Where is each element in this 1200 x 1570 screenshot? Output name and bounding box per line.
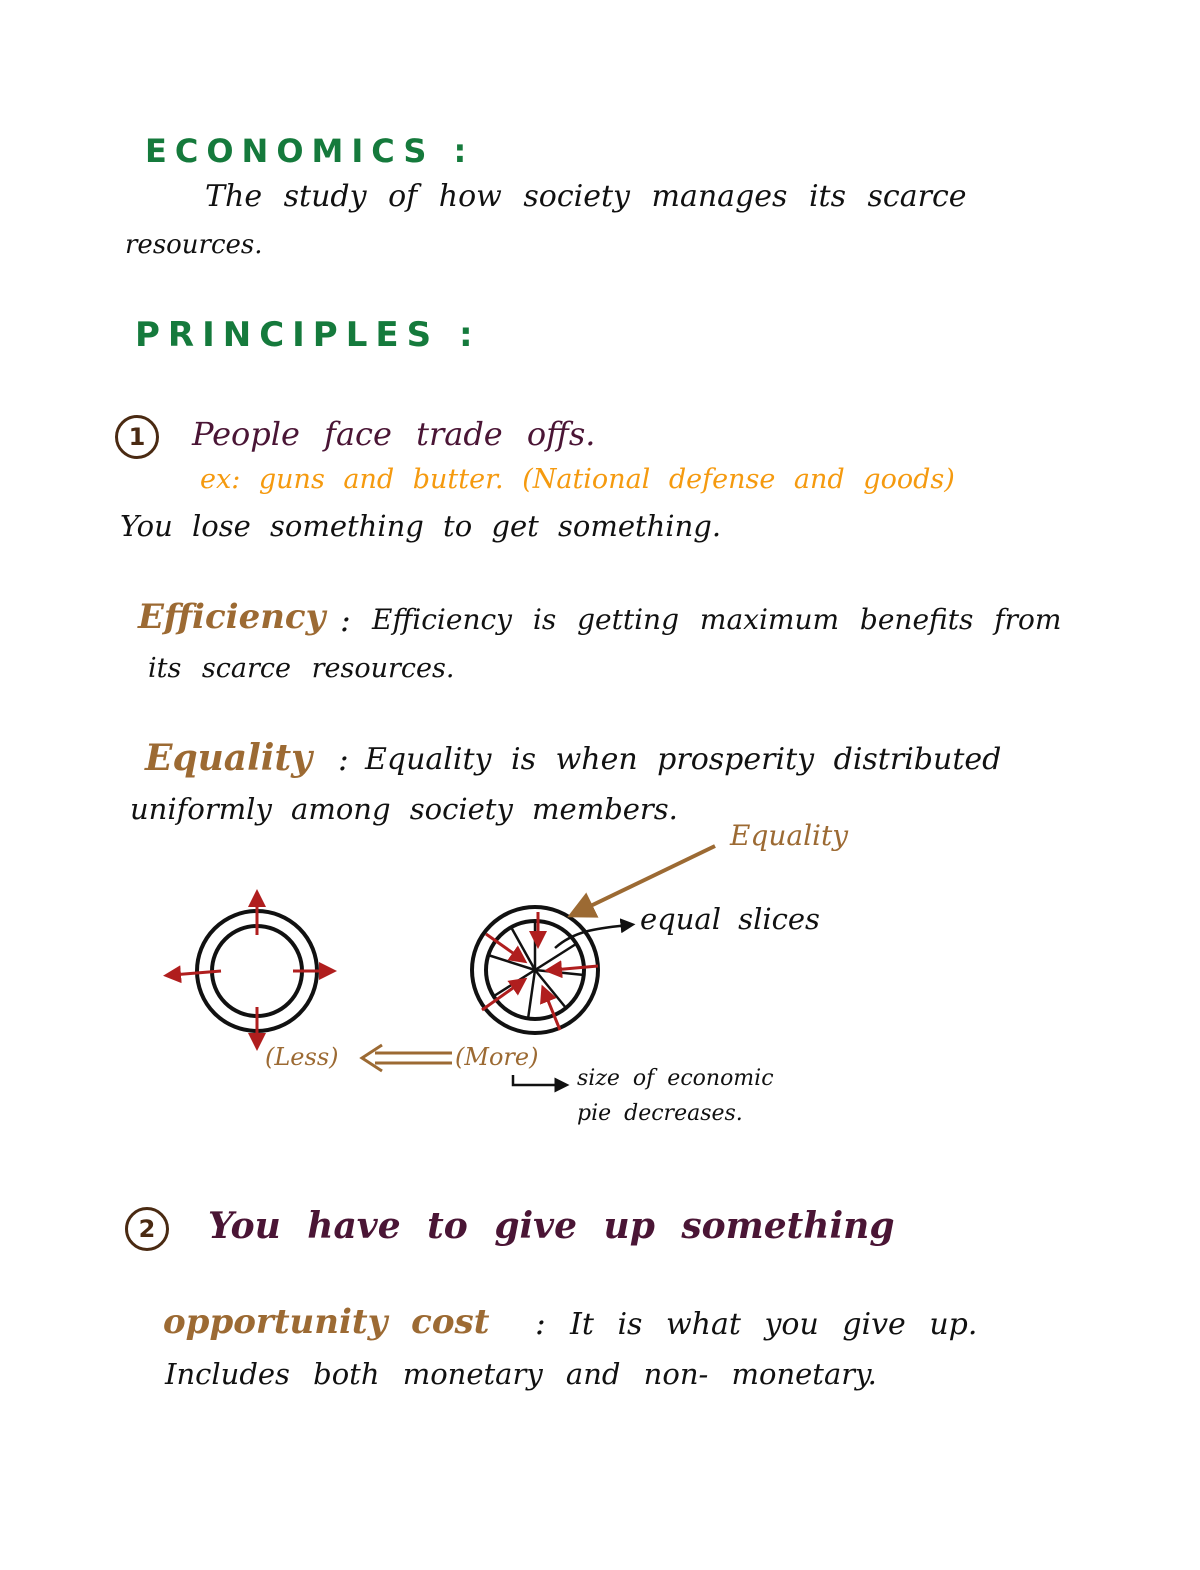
economics-definition-line1: The study of how society manages its scarce: [205, 179, 967, 214]
diagram-note-line2: pie decreases.: [577, 1101, 743, 1126]
diagram-note-line1: size of economic: [577, 1066, 774, 1091]
principle-1-title: People face trade offs.: [192, 415, 596, 453]
principle-1-example: ex: guns and butter. (National defense and goods): [200, 464, 955, 495]
equality-definition-line2: uniformly among society members.: [130, 792, 678, 826]
efficiency-term: Efficiency: [138, 597, 326, 637]
opportunity-cost-separator: :: [535, 1304, 546, 1342]
diagram-more-label: (More): [455, 1043, 539, 1071]
efficiency-definition-line1: Efficiency is getting maximum benefits from: [372, 603, 1062, 636]
opportunity-cost-definition-line1: It is what you give up.: [570, 1307, 978, 1342]
equality-term: Equality: [145, 737, 313, 779]
equality-separator: :: [338, 740, 349, 778]
equality-definition-line1: Equality is when prosperity distributed: [365, 742, 1002, 777]
principle-2-title: You have to give up something: [208, 1205, 895, 1247]
principle-2-number-badge: 2: [125, 1207, 169, 1251]
opportunity-cost-term: opportunity cost: [163, 1302, 490, 1342]
diagram-less-label: (Less): [265, 1043, 339, 1071]
efficiency-definition-line2: its scarce resources.: [148, 653, 455, 684]
diagram-equality-label: Equality: [730, 819, 849, 852]
pie-note-pointer-arrow: [513, 1075, 562, 1085]
principles-heading: PRINCIPLES :: [135, 315, 481, 355]
efficiency-separator: :: [340, 601, 351, 639]
more-to-less-double-arrow: [362, 1045, 452, 1071]
diagram-equal-slices-label: equal slices: [640, 902, 820, 936]
economics-heading: ECONOMICS :: [145, 132, 475, 170]
principle-1-number-badge: 1: [115, 415, 159, 459]
economics-definition-line2: resources.: [125, 230, 263, 260]
principle-1-explanation: You lose something to get something.: [120, 509, 722, 543]
opportunity-cost-definition-line2: Includes both monetary and non- monetary.: [165, 1357, 877, 1391]
